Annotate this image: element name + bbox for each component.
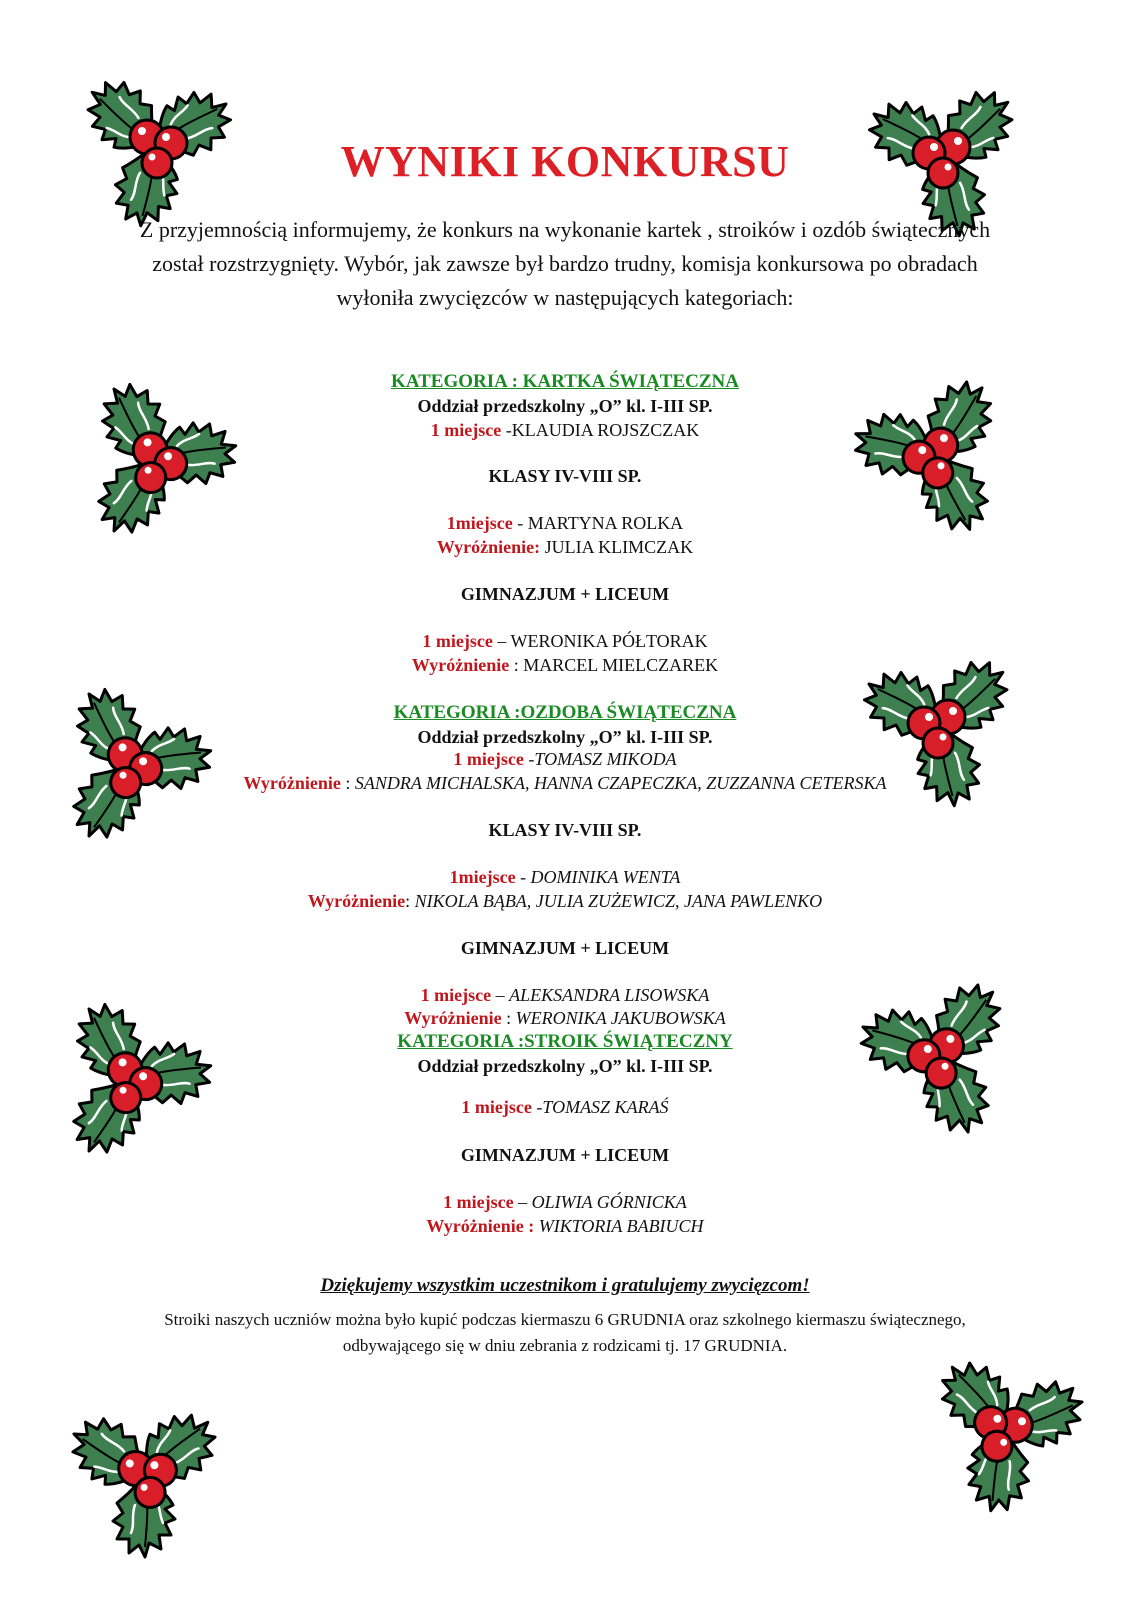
page-title: WYNIKI KONKURSU xyxy=(340,137,790,186)
winner-name: NIKOLA BĄBA, JULIA ZUŻEWICZ, JANA PAWLENKO xyxy=(414,891,823,911)
winner-name: WIKTORIA BABIUCH xyxy=(534,1216,704,1236)
place-label: 1 miejsce xyxy=(461,1097,532,1117)
result-line xyxy=(140,749,990,770)
distinction-label: Wyróżnienie: xyxy=(436,537,541,557)
closing-note: Stroiki naszych uczniów można było kupić podczas kiermaszu 6 GRUDNIA oraz szkolnego kiermaszu świątecznego, odbywającego się w dniu zebrania z rodzicami tj. 17 GRUDNIA. xyxy=(164,1310,966,1355)
group-heading: GIMNAZJUM + LICEUM xyxy=(460,584,670,604)
place-label: 1miejsce xyxy=(446,513,513,533)
separator: : xyxy=(405,891,415,911)
distinction-label: Wyróżnienie xyxy=(307,891,406,911)
winner-name: -KLAUDIA ROJSZCZAK xyxy=(501,420,700,440)
intro-paragraph: Z przyjemnością informujemy, że konkurs na wykonanie kartek , stroików i ozdób świątecznych został rozstrzygnięty. Wybór, jak zawsze był bardzo trudny, komisja konkursowa po obradach wyłoniła zwycięzców w następujących kategoriach: xyxy=(139,217,991,310)
result-line xyxy=(140,420,990,441)
winner-name: – WERONIKA PÓŁTORAK xyxy=(492,631,708,651)
result-line xyxy=(140,1097,990,1118)
separator: : xyxy=(501,1008,516,1028)
result-line xyxy=(140,1216,990,1237)
winner-name: JULIA KLIMCZAK xyxy=(540,537,694,557)
result-line xyxy=(140,891,990,912)
place-label: 1 miejsce xyxy=(422,631,493,651)
distinction-label: Wyróżnienie xyxy=(243,773,341,793)
winner-name: : MARCEL MIELCZAREK xyxy=(509,655,719,675)
place-label: 1 miejsce xyxy=(420,985,492,1005)
place-label: 1 miejsce xyxy=(430,420,502,440)
winner-name: - DOMINIKA WENTA xyxy=(515,867,681,887)
winner-name: WERONIKA JAKUBOWSKA xyxy=(515,1008,726,1028)
department-heading: Oddział przedszkolny „O” kl. I-III SP. xyxy=(417,396,713,416)
category-stroik: KATEGORIA :STROIK ŚWIĄTECZNY xyxy=(397,1031,733,1052)
group-heading: KLASY IV-VIII SP. xyxy=(488,820,642,840)
group-heading: KLASY IV-VIII SP. xyxy=(488,466,642,486)
department-heading: Oddział przedszkolny „O” kl. I-III SP. xyxy=(417,1056,713,1076)
result-line xyxy=(140,513,990,534)
holly-icon xyxy=(35,1345,265,1585)
department-heading: Oddział przedszkolny „O” kl. I-III SP. xyxy=(417,727,713,747)
result-line xyxy=(140,985,990,1006)
winner-name: OLIWIA GÓRNICKA xyxy=(531,1192,687,1212)
winner-name: -TOMASZ MIKODA xyxy=(523,749,677,769)
category-kartka: KATEGORIA : KARTKA ŚWIĄTECZNA xyxy=(391,371,739,392)
thanks-line: Dziękujemy wszystkim uczestnikom i gratulujemy zwycięzcom! xyxy=(320,1275,810,1296)
distinction-label: Wyróżnienie : xyxy=(426,1216,535,1236)
category-ozdoba: KATEGORIA :OZDOBA ŚWIĄTECZNA xyxy=(393,702,737,723)
group-heading: GIMNAZJUM + LICEUM xyxy=(460,938,670,958)
result-line xyxy=(140,1192,990,1213)
place-label: 1 miejsce xyxy=(453,749,524,769)
distinction-label: Wyróżnienie xyxy=(411,655,510,675)
separator: – xyxy=(491,985,510,1005)
separator: : xyxy=(340,773,355,793)
place-label: 1miejsce xyxy=(449,867,516,887)
result-line xyxy=(140,631,990,652)
place-label: 1 miejsce xyxy=(443,1192,514,1212)
winner-name: - MARTYNA ROLKA xyxy=(512,513,684,533)
winner-name: ALEKSANDRA LISOWSKA xyxy=(509,985,710,1005)
group-heading: GIMNAZJUM + LICEUM xyxy=(460,1145,670,1165)
distinction-label: Wyróżnienie xyxy=(404,1008,502,1028)
result-line xyxy=(140,867,990,888)
winner-name: SANDRA MICHALSKA, HANNA CZAPECZKA, ZUZZANNA CETERSKA xyxy=(354,773,887,793)
separator: – xyxy=(513,1192,532,1212)
result-line xyxy=(140,655,990,676)
result-line xyxy=(140,773,990,794)
winner-name: -TOMASZ KARAŚ xyxy=(531,1097,669,1117)
result-line xyxy=(140,537,990,558)
result-line xyxy=(140,1008,990,1029)
